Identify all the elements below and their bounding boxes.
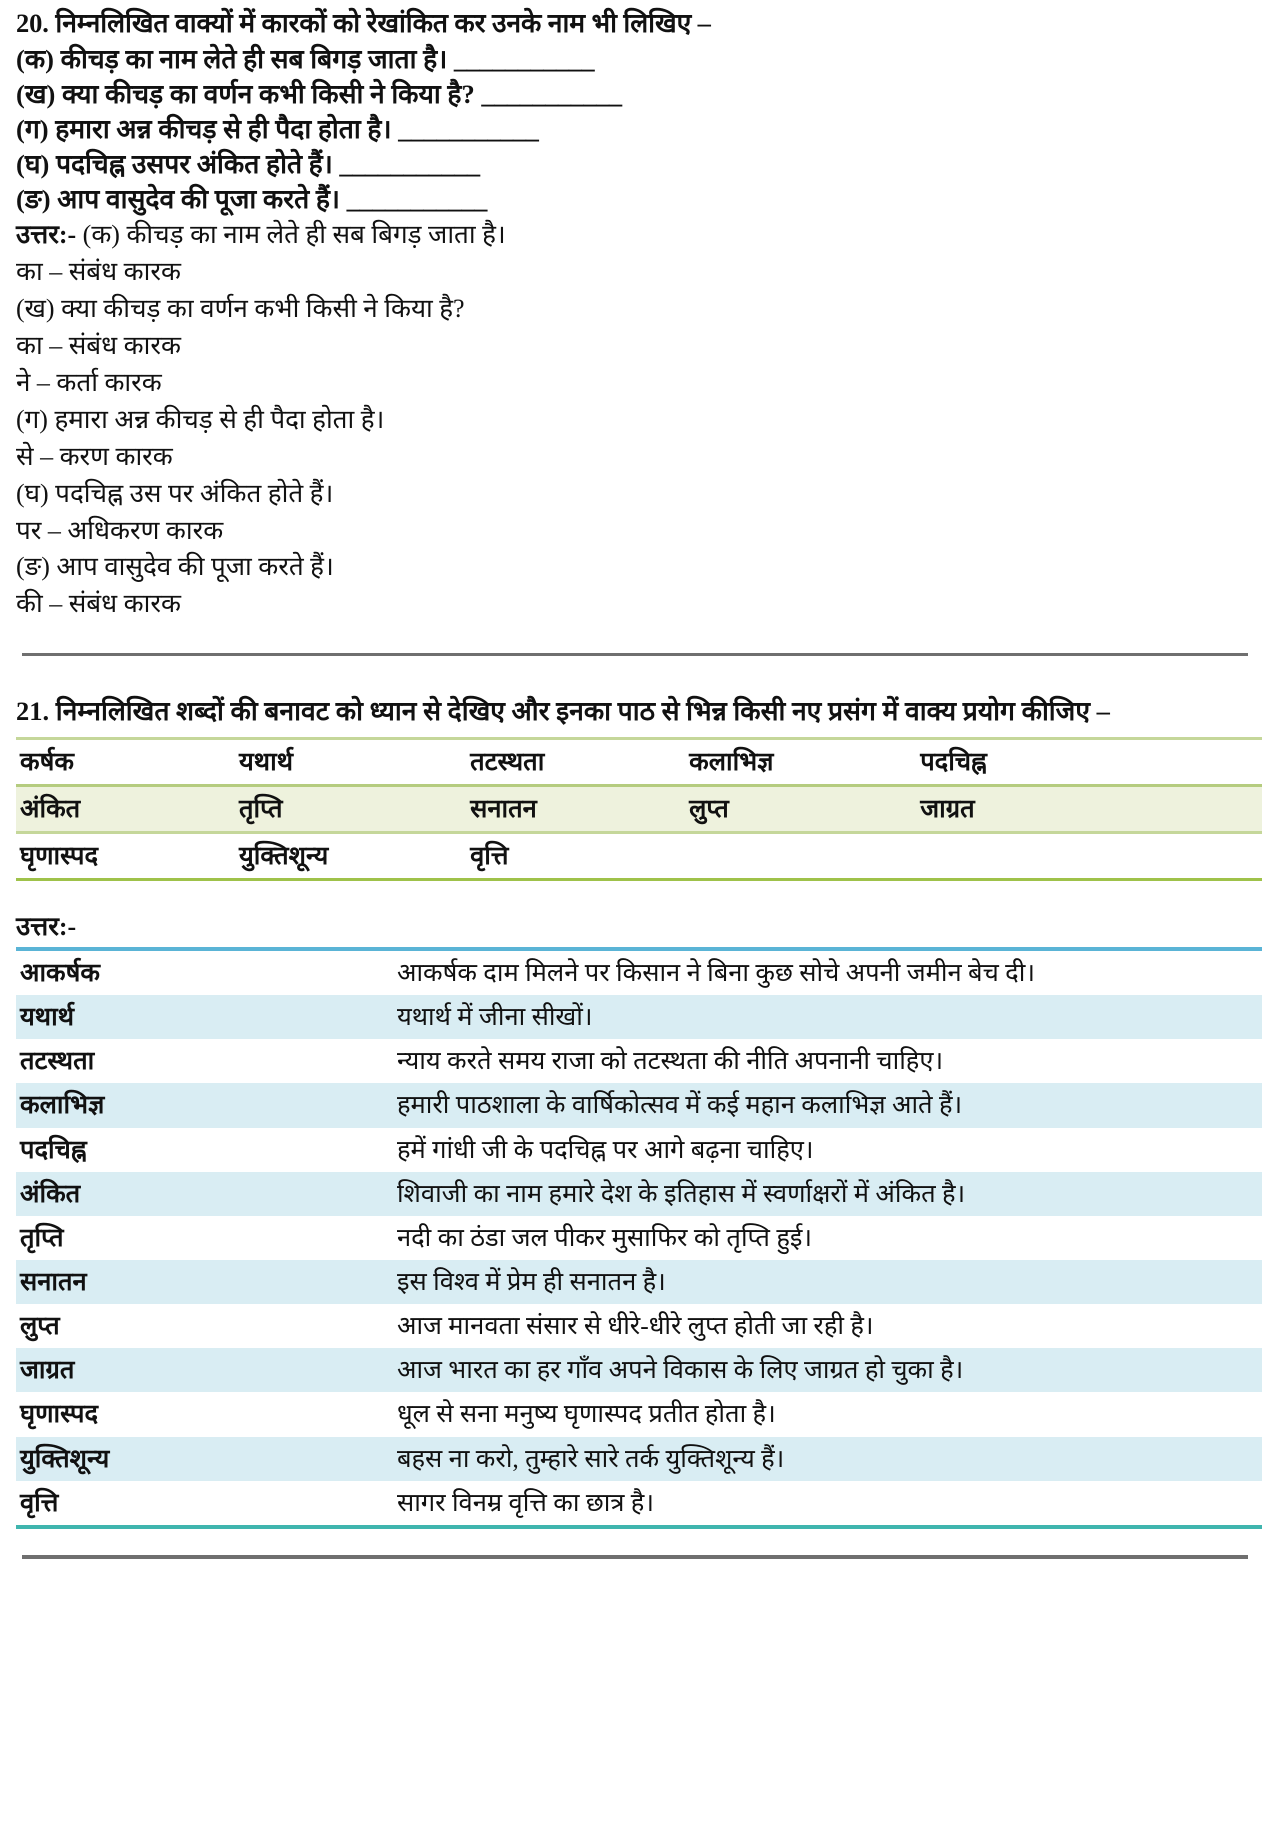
answer-word: सनातन xyxy=(16,1260,393,1304)
word-cell xyxy=(685,832,916,879)
question-20-answer-line-1: का – संबंध कारक xyxy=(16,257,181,287)
answer-sentence: बहस ना करो, तुम्हारे सारे तर्क युक्तिशून्य हैं। xyxy=(393,1437,1262,1481)
question-20-item-kha xyxy=(16,77,1262,112)
question-21-answer-label: उत्तर:- xyxy=(16,912,77,942)
answer-sentence: हमें गांधी जी के पदचिह्न पर आगे बढ़ना चाहिए। xyxy=(393,1128,1262,1172)
item-label: (घ) xyxy=(16,149,50,180)
table-row xyxy=(16,1172,1262,1216)
table-row xyxy=(16,949,1262,995)
answer-word: यथार्थ xyxy=(16,995,393,1039)
question-20-answer-line-10: की – संबंध कारक xyxy=(16,589,181,619)
page-footer-divider xyxy=(22,1555,1248,1559)
table-row xyxy=(16,1260,1262,1304)
word-cell: घृणास्पद xyxy=(16,832,235,879)
word-cell: सनातन xyxy=(466,785,685,832)
question-20-heading: 20. निम्नलिखित वाक्यों में कारकों को रेखांकित कर उनके नाम भी लिखिए – xyxy=(16,8,711,38)
table-row xyxy=(16,1083,1262,1127)
answer-word: युक्तिशून्य xyxy=(16,1437,393,1481)
item-blank: ___________ xyxy=(398,114,539,145)
item-blank: ___________ xyxy=(346,184,487,215)
answer-text: (क) कीचड़ का नाम लेते ही सब बिगड़ जाता है। xyxy=(82,220,506,250)
question-20-answer-line-2: (ख) क्या कीचड़ का वर्णन कभी किसी ने किया है? xyxy=(16,294,465,324)
answer-word: वृत्ति xyxy=(16,1481,393,1527)
question-20-item-ga xyxy=(16,112,1262,147)
answer-sentence: इस विश्व में प्रेम ही सनातन है। xyxy=(393,1260,1262,1304)
word-cell: तटस्थता xyxy=(466,738,685,785)
question-21-heading: 21. निम्नलिखित शब्दों की बनावट को ध्यान से देखिए और इनका पाठ से भिन्न किसी नए प्रसंग में वाक्य प्रयोग कीजिए – xyxy=(16,696,1110,727)
question-20-answer-line-9: (ङ) आप वासुदेव की पूजा करते हैं। xyxy=(16,552,334,582)
answer-sentence: यथार्थ में जीना सीखों। xyxy=(393,995,1262,1039)
answers-table xyxy=(16,947,1262,1529)
word-cell: वृत्ति xyxy=(466,832,685,879)
answer-word: कलाभिज्ञ xyxy=(16,1083,393,1127)
table-row xyxy=(16,1128,1262,1172)
item-blank: ___________ xyxy=(481,79,622,110)
answer-word: जाग्रत xyxy=(16,1348,393,1392)
word-cell: कर्षक xyxy=(16,738,235,785)
item-text: पदचिह्न उसपर अंकित होते हैं। xyxy=(55,149,333,180)
table-row xyxy=(16,832,1262,879)
word-cell: यथार्थ xyxy=(235,738,466,785)
answer-word: अंकित xyxy=(16,1172,393,1216)
question-20-answer-line-3: का – संबंध कारक xyxy=(16,331,181,360)
words-table xyxy=(16,737,1262,881)
answer-sentence: न्याय करते समय राजा को तटस्थता की नीति अपनानी चाहिए। xyxy=(393,1039,1262,1083)
table-row xyxy=(16,1437,1262,1481)
question-20-answer-line-7: (घ) पदचिह्न उस पर अंकित होते हैं। xyxy=(16,478,334,508)
answer-sentence: आकर्षक दाम मिलने पर किसान ने बिना कुछ सोचे अपनी जमीन बेच दी। xyxy=(393,949,1262,995)
answer-word: तृप्ति xyxy=(16,1216,393,1260)
item-text: क्या कीचड़ का वर्णन कभी किसी ने किया है? xyxy=(61,79,475,110)
table-row xyxy=(16,1216,1262,1260)
question-21-section xyxy=(16,694,1262,1559)
answer-sentence: शिवाजी का नाम हमारे देश के इतिहास में स्वर्णाक्षरों में अंकित है। xyxy=(393,1172,1262,1216)
table-row xyxy=(16,1039,1262,1083)
answer-sentence: नदी का ठंडा जल पीकर मुसाफिर को तृप्ति हुई। xyxy=(393,1216,1262,1260)
item-text: कीचड़ का नाम लेते ही सब बिगड़ जाता है। xyxy=(60,44,448,75)
answer-sentence: आज मानवता संसार से धीरे-धीरे लुप्त होती जा रही है। xyxy=(393,1304,1262,1348)
word-cell: युक्तिशून्य xyxy=(235,832,466,879)
question-20-answer-line-8: पर – अधिकरण कारक xyxy=(16,515,224,545)
answer-word: पदचिह्न xyxy=(16,1128,393,1172)
table-row xyxy=(16,1392,1262,1436)
word-cell: पदचिह्न xyxy=(916,738,1262,785)
item-text: हमारा अन्न कीचड़ से ही पैदा होता है। xyxy=(55,114,392,145)
word-cell: अंकित xyxy=(16,785,235,832)
answer-sentence: आज भारत का हर गाँव अपने विकास के लिए जाग्रत हो चुका है। xyxy=(393,1348,1262,1392)
question-20-section xyxy=(16,6,1262,623)
answer-word: लुप्त xyxy=(16,1304,393,1348)
answer-word: आकर्षक xyxy=(16,949,393,995)
question-20-answer-line-0 xyxy=(16,217,1262,254)
answer-sentence: हमारी पाठशाला के वार्षिकोत्सव में कई महान कलाभिज्ञ आते हैं। xyxy=(393,1083,1262,1127)
word-cell: कलाभिज्ञ xyxy=(685,738,916,785)
answer-label: उत्तर:- xyxy=(16,220,77,250)
question-20-item-gha xyxy=(16,147,1262,182)
answer-word: घृणास्पद xyxy=(16,1392,393,1436)
table-row xyxy=(16,1304,1262,1348)
answer-sentence: धूल से सना मनुष्य घृणास्पद प्रतीत होता है। xyxy=(393,1392,1262,1436)
table-row xyxy=(16,785,1262,832)
table-row xyxy=(16,1348,1262,1392)
word-cell xyxy=(916,832,1262,879)
item-blank: ___________ xyxy=(453,44,595,75)
table-row xyxy=(16,995,1262,1039)
item-text: आप वासुदेव की पूजा करते हैं। xyxy=(57,184,340,215)
item-label: (ग) xyxy=(16,114,49,145)
question-20-item-nga xyxy=(16,182,1262,217)
question-20-answer-line-4: ने – कर्ता कारक xyxy=(16,367,162,397)
answer-word: तटस्थता xyxy=(16,1039,393,1083)
word-cell: तृप्ति xyxy=(235,785,466,832)
question-20-answer-line-6: से – करण कारक xyxy=(16,441,173,471)
item-blank: ___________ xyxy=(339,149,480,180)
word-cell: जाग्रत xyxy=(916,785,1262,832)
section-divider xyxy=(22,653,1248,656)
table-row xyxy=(16,738,1262,785)
answer-sentence: सागर विनम्र वृत्ति का छात्र है। xyxy=(393,1481,1262,1527)
table-row xyxy=(16,1481,1262,1527)
question-20-item-ka xyxy=(16,42,1262,77)
item-label: (ख) xyxy=(16,79,56,110)
word-cell: लुप्त xyxy=(685,785,916,832)
question-20-answer-line-5: (ग) हमारा अन्न कीचड़ से ही पैदा होता है। xyxy=(16,404,385,434)
item-label: (ङ) xyxy=(16,184,51,215)
item-label: (क) xyxy=(16,44,55,75)
